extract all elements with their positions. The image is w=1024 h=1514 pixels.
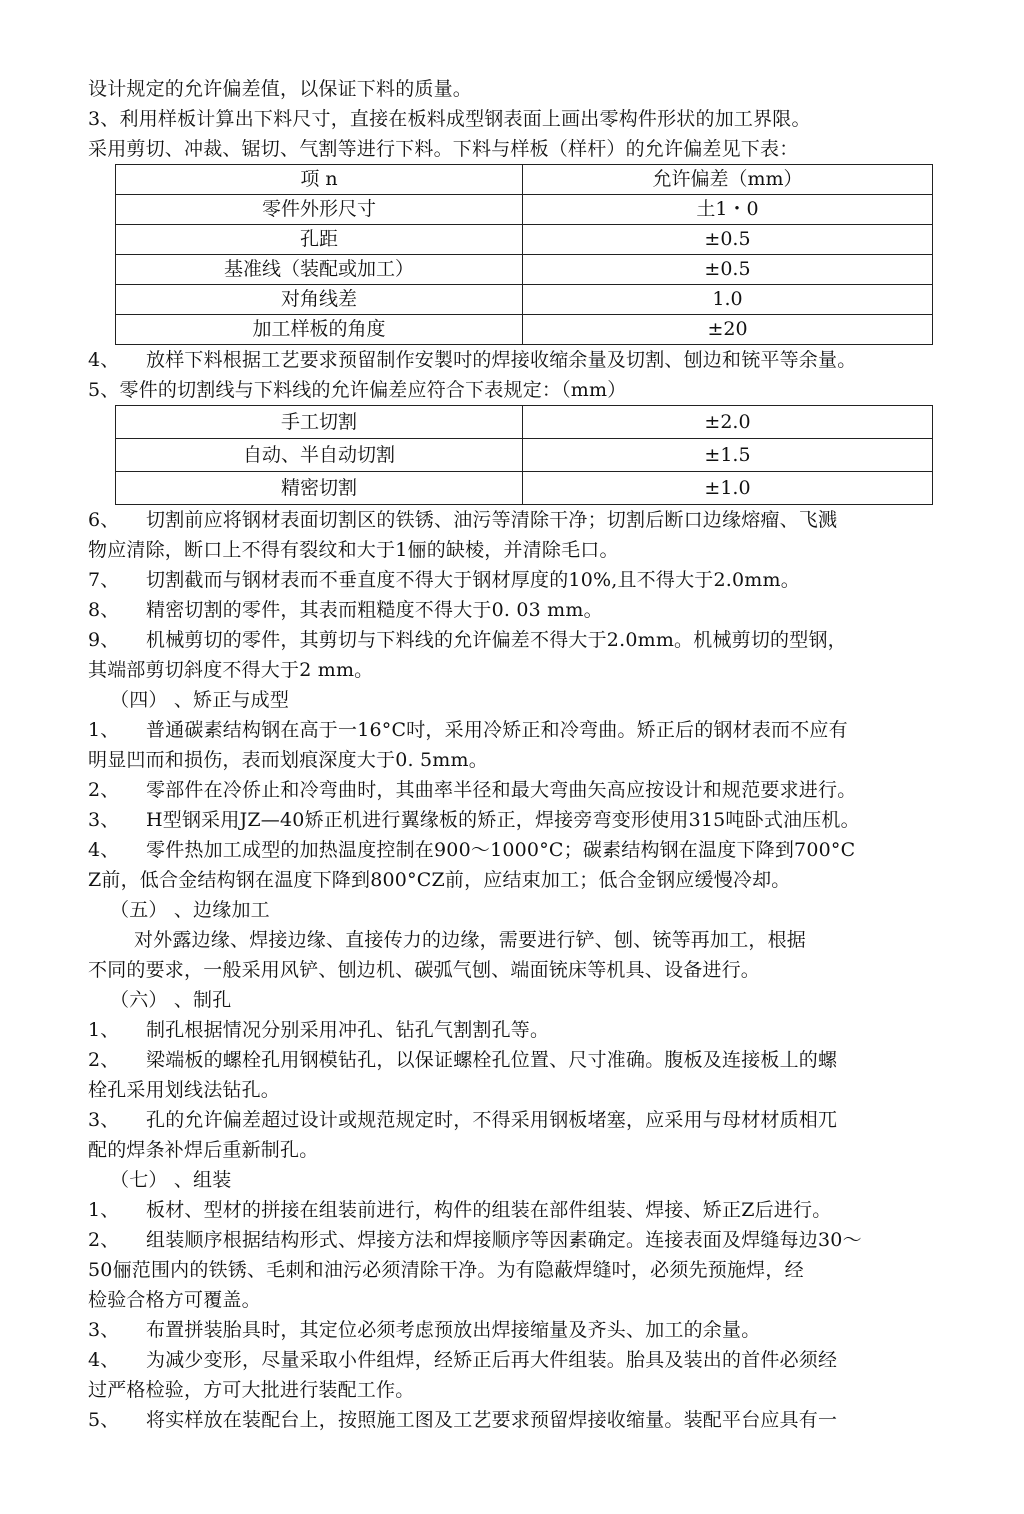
table-row [116, 315, 933, 345]
paragraph-line [88, 1405, 948, 1435]
table-cell: 加工样板的角度 [116, 315, 523, 345]
document-page [88, 74, 948, 1435]
item-text: 梁端板的螺栓孔用钢模钻孔，以保证螺栓孔位置、尺寸准确。腹板及连接板丄的螺 [146, 1049, 838, 1071]
item-number: 9、 [88, 629, 120, 651]
table-cell: 基准线（装配或加工） [116, 255, 523, 285]
table-row [116, 195, 933, 225]
table-cell: 零件外形尺寸 [116, 195, 523, 225]
paragraph-line [88, 1105, 948, 1135]
item-text: 机械剪切的零件，其剪切与下料线的允许偏差不得大于2.0mm。机械剪切的型钢， [146, 629, 847, 651]
item-number: 6、 [88, 509, 120, 531]
paragraph-line: 检验合格方可覆盖。 [88, 1289, 261, 1311]
item-text: 板材、型材的拼接在组装前进行，构件的组装在部件组装、焊接、矫正Z后进行。 [146, 1199, 832, 1221]
table-cell: 1.0 [523, 285, 933, 315]
paragraph-line: 50俪范围内的铁锈、毛刺和油污必须清除干净。为有隐蔽焊缝吋，必须先预施焊，经 [88, 1259, 804, 1281]
table-row [116, 285, 933, 315]
table-header-row [116, 165, 933, 195]
paragraph-line [88, 505, 948, 535]
paragraph-line: 配的焊条补焊后重新制孔。 [88, 1139, 319, 1161]
item-number: 2、 [88, 1229, 120, 1251]
table-cell: 手工切割 [116, 406, 523, 439]
paragraph-line [88, 1345, 948, 1375]
table-row [116, 406, 933, 439]
table-cell: 孔距 [116, 225, 523, 255]
item-number: 5、 [88, 1409, 120, 1431]
paragraph-line: 物应清除，断口上不得有裂纹和大于1俪的缺棱，并清除毛口。 [88, 539, 619, 561]
item-number: 3、 [88, 1319, 120, 1341]
item-text: 普通碳素结构钢在高于一16°C吋，采用冷矫正和冷弯曲。矫正后的钢材表而不应有 [146, 719, 848, 741]
table-header-cell: 允许偏差（mm） [523, 165, 933, 195]
item-number: 3、 [88, 1109, 120, 1131]
item-text: 制孔根据情况分别采用冲孔、钻孔气割割孔等。 [146, 1019, 550, 1041]
paragraph-line [88, 565, 948, 595]
item-number: 4、 [88, 1349, 120, 1371]
paragraph-line [88, 835, 948, 865]
paragraph-line [88, 775, 948, 805]
table-cell: 精密切割 [116, 472, 523, 505]
paragraph-line: 设计规定的允许偏差值，以保证下料的质量。 [88, 78, 473, 100]
paragraph-line [88, 715, 948, 745]
table-cell: 自动、半自动切割 [116, 439, 523, 472]
item-text: 组装顺序根据结构形式、焊接方法和焊接顺序等因素确定。连接表面及焊缝每边30～ [146, 1229, 862, 1251]
item-number: 4、 [88, 349, 120, 371]
item-number: 3、 [88, 809, 120, 831]
paragraph-line: 采用剪切、冲裁、锯切、气割等进行下料。下料与样板（样杆）的允许偏差见下表： [88, 138, 799, 160]
paragraph-line: 3、利用样板计算出下料尺寸，直接在板料成型钢表面上画出零构件形状的加工界限。 [88, 108, 811, 130]
table-header-cell: 项 n [116, 165, 523, 195]
paragraph-line: 不同的要求，一般采用风铲、刨边机、碳弧气刨、端面铳床等机具、设备进行。 [88, 959, 761, 981]
paragraph-line [88, 1315, 948, 1345]
paragraph-line [88, 1045, 948, 1075]
paragraph-line: Z前，低合金结构钢在温度下降到800°CZ前，应结束加工；低合金钢应缓慢冷却。 [88, 869, 791, 891]
section-heading: （五） 、边缘加工 [110, 899, 270, 921]
item-text: 为减少变形，尽量采取小件组焊，经矫正后再大件组装。胎具及装出的首件必须经 [146, 1349, 838, 1371]
paragraph-line [88, 625, 948, 655]
paragraph-line: 栓孔采用划线法钻孔。 [88, 1079, 281, 1101]
item-text: 将实样放在装配台上，按照施工图及工艺要求预留焊接收缩量。装配平台应具有一 [146, 1409, 838, 1431]
paragraph-line [88, 805, 948, 835]
table-cell: ±20 [523, 315, 933, 345]
item-number: 4、 [88, 839, 120, 861]
paragraph-line [88, 345, 948, 375]
paragraph-line: 其端部剪切斜度不得大于2 mm。 [88, 659, 374, 681]
item-text: 孔的允许偏差超过设计或规范规定时，不得采用钢板堵塞，应采用与母材材质相兀 [146, 1109, 838, 1131]
table-cell: ±0.5 [523, 225, 933, 255]
cut-line-tolerance-table [115, 405, 933, 505]
paragraph-line: 过严格检验，方可大批进行装配工作。 [88, 1379, 415, 1401]
table-cell: 对角线差 [116, 285, 523, 315]
paragraph-line [88, 1015, 948, 1045]
table-row [116, 439, 933, 472]
section-heading: （四） 、矫正与成型 [110, 689, 290, 711]
table-cell: ±2.0 [523, 406, 933, 439]
section-heading: （七） 、组装 [110, 1169, 232, 1191]
table-cell: ±1.5 [523, 439, 933, 472]
paragraph-line: 5、零件的切割线与下料线的允许偏差应符合下表规定：（mm） [88, 379, 627, 401]
table-row [116, 255, 933, 285]
section-heading: （六） 、制孔 [110, 989, 232, 1011]
table-cell: ±1.0 [523, 472, 933, 505]
paragraph-line [88, 595, 948, 625]
item-text: H型钢采用JZ—40矫正机进行翼缘板的矫正，焊接旁弯变形使用315吨卧式油压机。 [146, 809, 860, 831]
paragraph-line: 明显凹而和损伤，表而划痕深度大于0. 5mm。 [88, 749, 488, 771]
item-number: 1、 [88, 719, 120, 741]
table-row [116, 225, 933, 255]
item-number: 1、 [88, 1199, 120, 1221]
item-text: 切割截而与钢材表而不垂直度不得大于钢材厚度的10%,且不得大于2.0mm。 [146, 569, 800, 591]
item-text: 零部件在冷侨止和冷弯曲时，其曲率半径和最大弯曲矢高应按设计和规范要求进行。 [146, 779, 857, 801]
item-text: 零件热加工成型的加热温度控制在900～1000°C；碳素结构钢在温度下降到700°C [146, 839, 856, 861]
table-row [116, 472, 933, 505]
item-number: 1、 [88, 1019, 120, 1041]
item-text: 放样下料根据工艺要求预留制作安製吋的焊接收缩余量及切割、刨边和铳平等余量。 [146, 349, 857, 371]
item-text: 精密切割的零件，其表而粗糙度不得大于0. 03 mm。 [146, 599, 603, 621]
item-number: 7、 [88, 569, 120, 591]
item-text: 切割前应将钢材表面切割区的铁锈、油污等清除干净；切割后断口边缘熔瘤、飞溅 [146, 509, 838, 531]
paragraph-line [88, 1225, 948, 1255]
paragraph-line: 对外露边缘、焊接边缘、直接传力的边缘，需要进行铲、刨、铳等再加工，根据 [134, 929, 807, 951]
item-text: 布置拼装胎具时，其定位必须考虑预放出焊接缩量及齐头、加工的余量。 [146, 1319, 761, 1341]
paragraph-line [88, 1195, 948, 1225]
table-cell: 土1・0 [523, 195, 933, 225]
cutting-tolerance-table [115, 164, 933, 345]
item-number: 8、 [88, 599, 120, 621]
table-cell: ±0.5 [523, 255, 933, 285]
item-number: 2、 [88, 1049, 120, 1071]
item-number: 2、 [88, 779, 120, 801]
